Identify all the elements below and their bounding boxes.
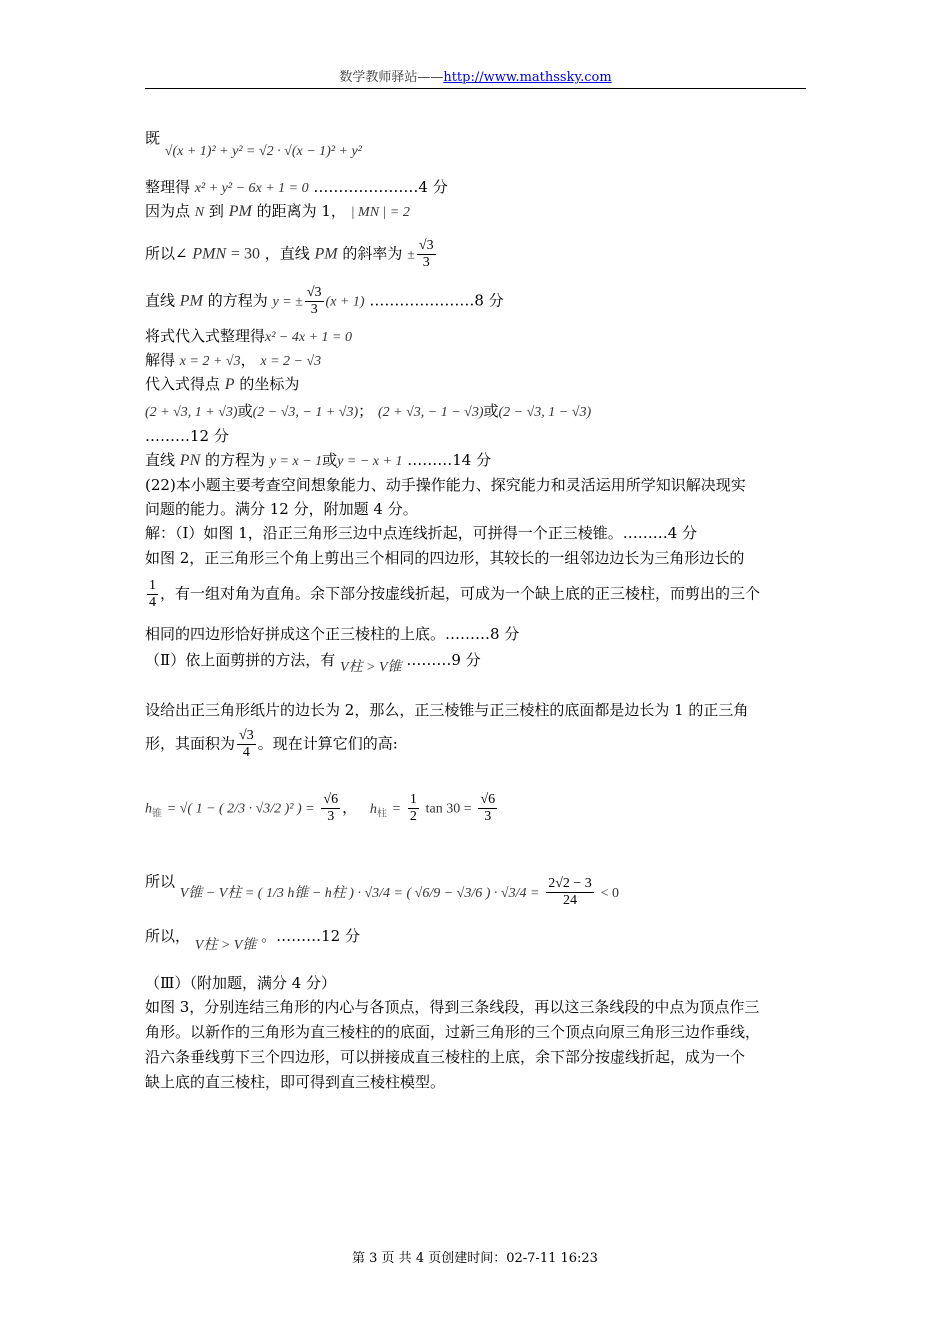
text: 的坐标为	[239, 375, 300, 393]
numerator: √3	[239, 728, 254, 743]
p22-line-7	[145, 650, 481, 675]
text: 直线	[145, 291, 176, 310]
p22-line-6: 相同的四边形恰好拼成这个正三棱柱的上底。………8 分	[145, 625, 520, 643]
score-12b: 。………12 分	[261, 927, 360, 945]
text: 解得	[145, 351, 176, 369]
line-3	[145, 201, 410, 223]
text: 所以，	[145, 927, 191, 945]
line-pn: PN	[179, 452, 201, 469]
text: 或	[483, 402, 499, 420]
numerator: 1	[149, 578, 156, 593]
denominator: 2	[409, 809, 417, 824]
p22-line-13: （Ⅲ）（附加题，满分 4 分）	[145, 974, 337, 992]
text: 到	[208, 202, 224, 220]
text: 的方程为	[205, 451, 266, 469]
text: （Ⅱ）依上面剪拼的方法，有	[145, 651, 336, 669]
volume-diff-line	[145, 866, 619, 908]
equals: =	[391, 801, 402, 817]
p22-line-8: 设给出正三角形纸片的边长为 2，那么，正三棱锥与正三棱柱的底面都是边长为 1 的正三角	[145, 701, 749, 719]
line-6	[145, 326, 352, 348]
header-link[interactable]: http://www.mathssky.com	[443, 70, 612, 85]
h-cone-result	[321, 792, 340, 825]
score-9: ………9 分	[406, 651, 481, 669]
page-footer: 第 3 页 共 4 页创建时间：02-7-11 16:23	[352, 1251, 598, 1266]
p22-line-2: 问题的能力。满分 12 分，附加题 4 分。	[145, 500, 418, 518]
line-pm: PM	[179, 292, 203, 310]
mn-length: | MN | = 2	[350, 205, 410, 220]
coord-3: (2 + √3, − 1 − √3)	[377, 405, 484, 420]
quadratic-equation: x² − 4x + 1 = 0	[265, 330, 352, 345]
coord-2: (2 − √3, − 1 + √3)	[252, 405, 359, 420]
angle-value: = 30	[230, 245, 260, 263]
line-pm: PM	[228, 203, 252, 220]
text: ，有一组对角为直角。余下部分按虚线折起，可成为一个缺上底的正三棱柱，而剪出的三个	[160, 584, 761, 603]
text: 的距离为 1，	[256, 202, 346, 220]
line-4	[145, 238, 438, 271]
h-cone-expr: = √( 1 − ( 2/3 · √3/2 )² ) =	[166, 801, 315, 817]
text: 既	[145, 129, 161, 147]
p22-line-1: (22)本小题主要考查空间想象能力、动手操作能力、探究能力和灵活运用所学知识解决现实	[145, 476, 746, 494]
line-11	[145, 450, 491, 472]
half-fraction	[408, 792, 419, 825]
page-header	[145, 66, 806, 89]
line-1	[145, 128, 362, 159]
root-1: x = 2 + √3	[179, 354, 241, 369]
text: 形，其面积为	[145, 734, 236, 753]
slope-fraction	[417, 238, 436, 271]
p22-line-5	[145, 578, 760, 611]
less-than-zero: < 0	[600, 885, 619, 901]
p22-line-9	[145, 728, 398, 761]
text: 所以∠	[145, 244, 188, 263]
header-site: 数学教师驿站——	[339, 70, 444, 85]
text: 整理得	[145, 178, 191, 196]
h-cone: h	[145, 801, 152, 817]
text: 将式代入式整理得	[145, 327, 266, 345]
heights-line: $h_锥$ = √( 1 − ( 2/3 · √3/2 )² ) = $\frac{√6}{3}$ ， $h_柱$ = $\frac{1}{2}$ tan 30 = $\frac{√6}{3}$	[145, 792, 496, 824]
p22-line-3: 解：（Ⅰ）如图 1，沿正三角形三边中点连线折起，可拼得一个正三棱锥。………4 分	[145, 524, 698, 542]
denominator: 3	[422, 255, 430, 270]
equation-2: x² + y² − 6x + 1 = 0	[194, 181, 309, 196]
angle-pmn: PMN	[192, 245, 227, 263]
numerator: √6	[323, 792, 339, 807]
line-7: 解得 x = 2 + √3， x = 2 − √3	[145, 351, 322, 369]
coord-4: (2 − √3, 1 − √3)	[498, 405, 592, 420]
p22-line-12	[145, 926, 360, 953]
text: 或	[237, 402, 253, 420]
plus-minus: ±	[407, 247, 415, 263]
coord-1: (2 + √3, 1 + √3)	[145, 405, 238, 420]
result-fraction	[546, 876, 594, 909]
p22-line-15: 角形。以新作的三角形为直三棱柱的的底面，过新三角形的三个顶点向原三角形三边作垂线，	[145, 1023, 761, 1041]
denominator: 24	[563, 893, 577, 908]
score-4: …………………4 分	[313, 178, 448, 196]
area-fraction	[237, 728, 256, 761]
numerator: √6	[480, 792, 496, 807]
denominator: 4	[149, 595, 156, 610]
equation-pn-2: y = − x + 1	[337, 454, 403, 469]
point-n: N	[194, 205, 205, 220]
score-8: …………………8 分	[369, 291, 504, 310]
line-8	[145, 374, 299, 395]
text: 的斜率为	[342, 244, 403, 263]
text: 所以	[145, 872, 176, 891]
h-prism: h	[369, 801, 377, 817]
h-prism-result	[478, 792, 497, 825]
p22-line-17: 缺上底的直三棱柱，即可得到直三棱柱模型。	[145, 1073, 446, 1091]
denominator: 3	[310, 302, 318, 317]
numerator: √3	[306, 285, 322, 300]
denominator: 4	[242, 745, 250, 760]
numerator: √3	[418, 238, 434, 253]
denominator: 3	[484, 809, 492, 824]
text: 代入式得点	[145, 375, 221, 393]
denominator: 3	[327, 809, 335, 824]
fraction	[305, 285, 324, 318]
line-10	[145, 426, 229, 446]
text: 直线	[145, 451, 176, 469]
p22-line-16: 沿六条垂线剪下三个四边形，可以拼接成直三棱柱的上底，余下部分按虚线折起，成为一个	[145, 1048, 746, 1066]
line-9	[145, 401, 591, 423]
text: ；	[358, 402, 374, 420]
text: 的方程为	[207, 291, 268, 310]
numerator: 2√2 − 3	[548, 876, 592, 891]
volume-comparison-2: V柱 > V锥	[194, 938, 257, 953]
line-2	[145, 177, 448, 199]
equation-1: √(x + 1)² + y² = √2 · √(x − 1)² + y²	[164, 144, 362, 159]
volume-difference: V锥 − V柱 = ( 1/3 h锥 − h柱 ) · √3/4 = ( √6/9 − √3/6 ) · √3/4 =	[179, 885, 540, 901]
text: 因为点	[145, 202, 191, 220]
volume-comparison-1: V柱 > V锥	[339, 660, 402, 675]
line-pm: PM	[314, 245, 338, 263]
equation-pn-1: y = x − 1	[269, 454, 323, 469]
p22-line-14: 如图 3，分别连结三角形的内心与各顶点，得到三条线段，再以这三条线段的中点为顶点作三	[145, 998, 760, 1016]
quarter-fraction	[147, 578, 158, 611]
text: ，直线	[264, 244, 310, 263]
tan-expr: tan 30 =	[425, 801, 472, 817]
point-p: P	[224, 376, 235, 393]
line-5	[145, 285, 504, 318]
text: 或	[322, 451, 338, 469]
equation-pm-a: y = ±	[272, 294, 303, 310]
numerator: 1	[409, 792, 417, 807]
score-14: ………14 分	[407, 451, 492, 469]
root-2: x = 2 − √3	[260, 354, 322, 369]
h-prism-sub: 柱	[376, 808, 387, 820]
p22-line-4: 如图 2，正三角形三个角上剪出三个相同的四边形，其较长的一组邻边边长为三角形边长的	[145, 549, 745, 567]
score-12: ………12 分	[145, 427, 229, 445]
equation-pm-b: (x + 1)	[325, 294, 365, 310]
text: 。现在计算它们的高:	[257, 734, 398, 753]
h-cone-sub: 锥	[152, 808, 162, 820]
